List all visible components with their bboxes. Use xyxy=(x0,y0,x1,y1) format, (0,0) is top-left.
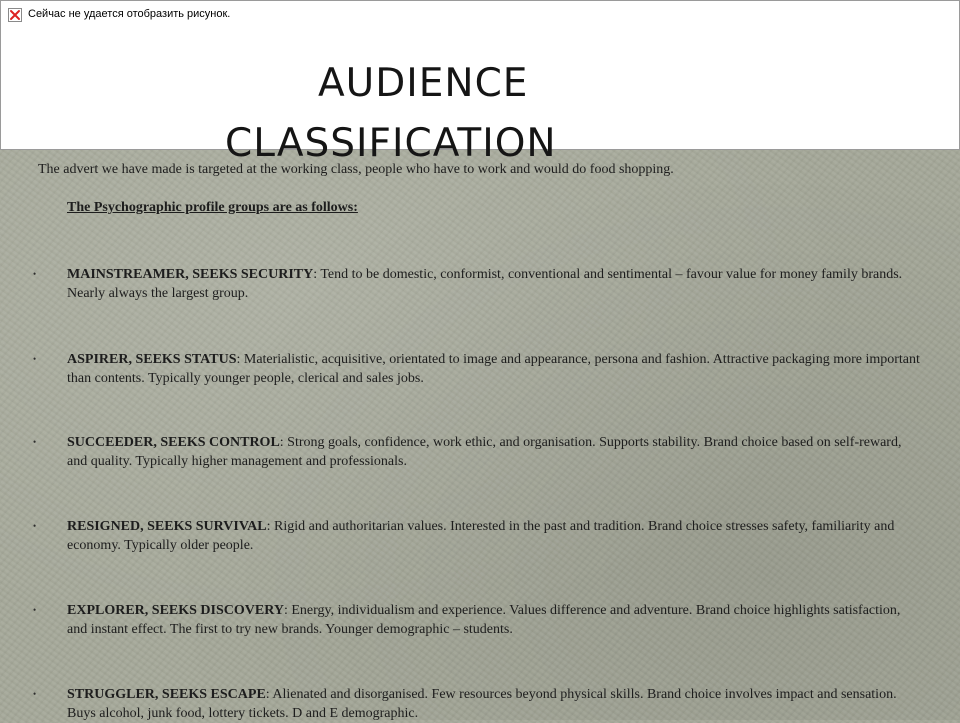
bullet-icon: • xyxy=(33,269,37,279)
bullet-icon: • xyxy=(33,354,37,364)
profile-group-description: : Energy, individualism and experience. Values difference and adventure. Brand choice highlights satisfaction, and instant effect. The first to try new brands. Younger demographic – students. xyxy=(67,603,901,637)
profile-group-name: MAINSTREAMER, SEEKS SECURITY xyxy=(67,267,314,282)
slide-title-line2: classification xyxy=(225,105,557,170)
profile-groups-heading: The Psychographic profile groups are as follows: xyxy=(67,200,358,215)
bullet-icon: • xyxy=(33,689,37,699)
profile-group-text xyxy=(67,601,923,639)
profile-group-item xyxy=(33,517,923,555)
profile-group-item xyxy=(33,601,923,639)
profile-group-description: : Rigid and authoritarian values. Interested in the past and tradition. Brand choice stresses safety, familiarity and economy. Typically older people. xyxy=(67,519,895,553)
profile-group-item xyxy=(33,433,923,471)
profile-group-item xyxy=(33,350,923,388)
profile-group-name: STRUGGLER, SEEKS ESCAPE xyxy=(67,687,266,702)
profile-group-text xyxy=(67,517,923,555)
image-error-message: Сейчас не удается отобразить рисунок. xyxy=(28,8,231,20)
profile-group-text xyxy=(67,265,923,303)
profile-group-text xyxy=(67,350,923,388)
bullet-icon: • xyxy=(33,521,37,531)
profile-group-description: : Tend to be domestic, conformist, conventional and sentimental – favour value for money family brands. Nearly always the largest group. xyxy=(67,267,903,301)
profile-group-name: RESIGNED, SEEKS SURVIVAL xyxy=(67,519,267,534)
profile-group-description: : Alienated and disorganised. Few resources beyond physical skills. Brand choice involves impact and sensation. Buys alcohol, junk food, lottery tickets. D and E demographic. xyxy=(67,687,897,721)
broken-image-icon xyxy=(8,8,22,22)
slide-title xyxy=(225,45,785,170)
profile-group-description: : Strong goals, confidence, work ethic, and organisation. Supports stability. Brand choice based on self-reward, and quality. Typically higher management and professionals. xyxy=(67,435,902,469)
profile-group-item xyxy=(33,685,923,723)
profile-group-item xyxy=(33,265,923,303)
bullet-icon: • xyxy=(33,437,37,447)
profile-group-name: EXPLORER, SEEKS DISCOVERY xyxy=(67,603,284,618)
bullet-icon: • xyxy=(33,605,37,615)
intro-text: The advert we have made is targeted at the working class, people who have to work and would do food shopping. xyxy=(38,162,674,177)
profile-group-name: ASPIRER, SEEKS STATUS xyxy=(67,352,237,367)
profile-group-name: SUCCEEDER, SEEKS CONTROL xyxy=(67,435,280,450)
profile-group-text xyxy=(67,685,923,723)
profile-group-description: : Materialistic, acquisitive, orientated to image and appearance, persona and fashion. Attractive packaging more important than contents. Typically younger people, clerical and sales jobs. xyxy=(67,352,920,386)
slide-title-line1: audience xyxy=(318,45,529,110)
profile-group-text xyxy=(67,433,923,471)
